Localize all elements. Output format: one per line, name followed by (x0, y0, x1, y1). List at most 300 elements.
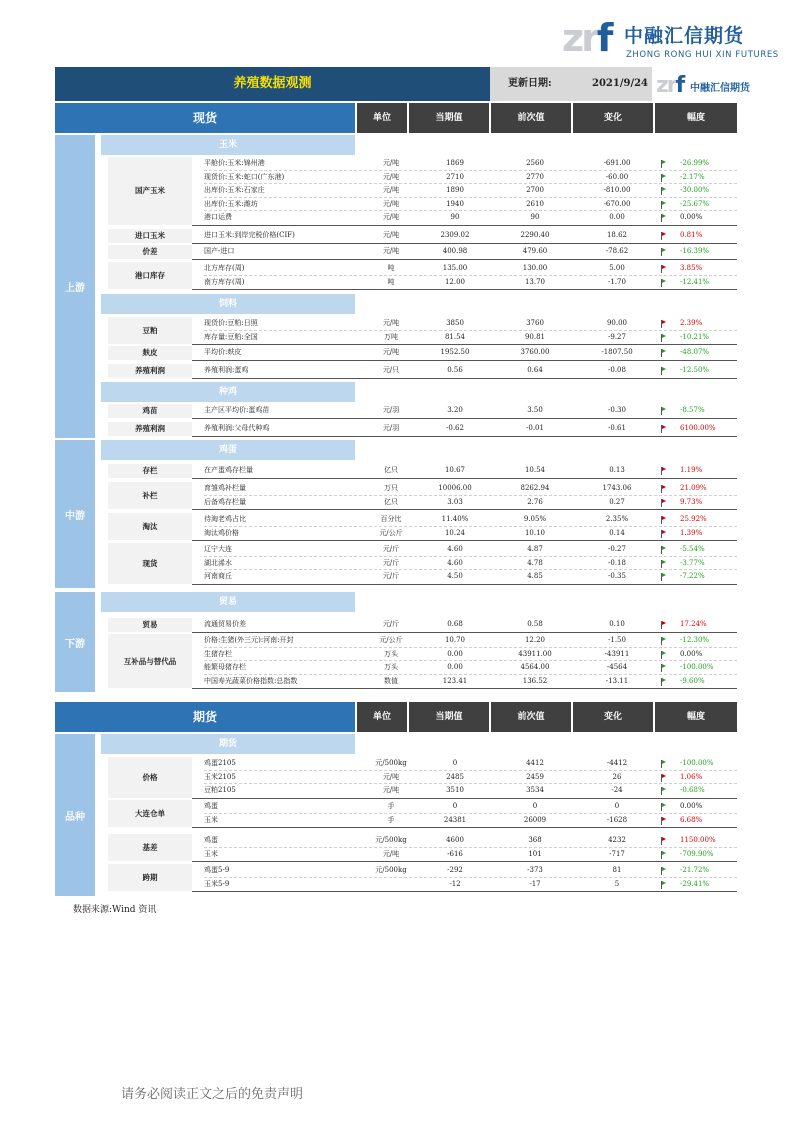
current-value: 123.41 (442, 676, 468, 685)
pct-value: 0.81% (680, 231, 703, 239)
table-row (204, 557, 737, 571)
group-label: 养殖利润 (108, 422, 192, 436)
change-value: 0.14 (609, 528, 625, 537)
flag-icon (661, 248, 666, 255)
table-row (204, 245, 737, 259)
pct-value: -10.21% (680, 332, 710, 341)
previous-value: 10.10 (524, 528, 546, 537)
flag-icon (661, 334, 666, 341)
pct-value: -3.77% (680, 558, 705, 567)
flag-icon (661, 201, 666, 208)
current-value: 1869 (446, 159, 464, 167)
col-previous: 前次值 (491, 103, 571, 133)
pct-value: -709.90% (680, 849, 714, 858)
group-label: 港口库存 (108, 262, 192, 289)
data-source: 数据来源:Wind 资讯 (73, 905, 157, 915)
group-label: 麸皮 (108, 346, 192, 360)
indicator-name: 进口玉米:到岸完税价格(CIF) (204, 231, 295, 239)
table-row (204, 317, 737, 331)
group-rows (192, 229, 737, 244)
table-row (204, 422, 737, 436)
indicator-name: 淘汰鸡价格 (204, 528, 239, 537)
pct-value: 1150.00% (680, 836, 716, 844)
change-value: -9.27 (608, 332, 626, 341)
flag-icon (661, 467, 666, 474)
pct-value: -2.17% (680, 172, 705, 181)
table-row (204, 757, 737, 771)
table-row (204, 648, 737, 662)
col-current: 当期值 (409, 103, 489, 133)
indicator-name: 玉米 (204, 815, 218, 824)
change-value: -43911 (604, 649, 630, 658)
current-value: 12.00 (444, 277, 466, 286)
previous-value: 479.60 (522, 247, 548, 255)
table-row (204, 814, 737, 828)
indicator-name: 生猪存栏 (204, 649, 232, 658)
previous-value: 3760 (526, 319, 544, 327)
band-corn: 玉米 (101, 135, 355, 155)
indicator-name: 鸡蛋 (204, 836, 218, 844)
table-row (204, 482, 737, 496)
pct-value: 1.19% (680, 466, 703, 474)
pct-value: 1.39% (680, 528, 703, 537)
flag-icon (661, 787, 666, 794)
current-value: 11.40% (441, 515, 469, 523)
flag-icon (661, 803, 666, 810)
pct-value: 0.00% (680, 649, 703, 658)
unit-cell: 元/斤 (382, 572, 400, 580)
pct-value: -12.50% (680, 366, 710, 374)
unit-cell: 手 (387, 815, 395, 824)
pct-value: -8.57% (680, 406, 705, 414)
flag-icon (661, 516, 666, 523)
flag-icon (661, 774, 666, 781)
current-value: 1890 (446, 186, 464, 194)
table-row (204, 864, 737, 878)
fut-col-current: 当期值 (409, 702, 489, 732)
pct-value: -12.41% (680, 277, 710, 286)
indicator-name: 河南商丘 (204, 572, 232, 580)
pct-value: 1.06% (680, 772, 703, 781)
current-value: 3.20 (447, 406, 463, 414)
unit-cell: 元/吨 (382, 172, 400, 181)
group-rows (192, 422, 737, 437)
table-row (204, 771, 737, 785)
indicator-name: 流通贸易价差 (204, 620, 246, 628)
fut-col-pct: 幅度 (655, 702, 737, 732)
flag-icon (661, 367, 666, 374)
change-value: 2.35% (605, 515, 629, 523)
table-row (204, 513, 737, 527)
company-logo (562, 16, 779, 64)
previous-value: 0 (532, 802, 538, 810)
current-value: -616 (447, 849, 463, 858)
group-rows (192, 364, 737, 379)
previous-value: -17 (529, 879, 541, 888)
table-row (204, 464, 737, 478)
group-label: 进口玉米 (108, 229, 192, 243)
current-value: 4.60 (447, 558, 463, 567)
change-value: 18.62 (606, 231, 628, 239)
previous-value: 4412 (526, 759, 544, 767)
table-row (204, 211, 737, 225)
previous-value: 4.87 (527, 545, 543, 553)
change-value: 0.10 (609, 620, 625, 628)
logo-mark: zrf (562, 16, 611, 60)
indicator-name: 平均价:麸皮 (204, 348, 242, 356)
table-row (204, 184, 737, 198)
change-value: 5 (614, 879, 620, 888)
flag-icon (661, 621, 666, 628)
indicator-name: 鸡蛋 (204, 802, 218, 810)
previous-value: 2459 (526, 772, 544, 781)
group-label: 跨期 (108, 864, 192, 891)
current-value: 135.00 (442, 264, 468, 272)
flag-icon (661, 560, 666, 567)
previous-value: 4.85 (527, 572, 543, 580)
unit-cell: 元/吨 (382, 213, 400, 221)
band-eggs: 鸡蛋 (101, 440, 355, 460)
previous-value: -0.01 (526, 424, 544, 432)
flag-icon (661, 187, 666, 194)
flag-icon (661, 546, 666, 553)
flag-icon (661, 174, 666, 181)
indicator-name: 在产蛋鸡存栏量 (204, 466, 253, 474)
flag-icon (661, 651, 666, 658)
indicator-name: 北方库存(周) (204, 264, 245, 272)
group-label: 鸡苗 (108, 404, 192, 418)
group-label: 互补品与替代品 (108, 634, 192, 688)
report-title: 养殖数据观测 (55, 67, 490, 101)
flag-icon (661, 851, 666, 858)
current-value: 3850 (446, 319, 464, 327)
band-breeding: 种鸡 (101, 382, 355, 402)
current-value: 4600 (446, 836, 464, 844)
table-row (204, 157, 737, 171)
flag-icon (661, 232, 666, 239)
change-value: -4564 (606, 663, 628, 671)
table-row (204, 527, 737, 541)
group-rows (192, 513, 737, 541)
col-pct: 幅度 (655, 103, 737, 133)
previous-value: 90 (530, 213, 540, 221)
group-rows (192, 757, 737, 799)
previous-value: 2610 (526, 199, 544, 208)
flag-icon (661, 881, 666, 888)
current-value: 0.68 (447, 620, 463, 628)
flag-icon (661, 664, 666, 671)
group-rows (192, 157, 737, 226)
current-value: 1940 (446, 199, 464, 208)
change-value: -0.61 (608, 424, 626, 432)
pct-value: -30.00% (680, 186, 710, 194)
table-row (204, 229, 737, 243)
change-value: 0 (614, 802, 620, 810)
unit-cell: 吨 (387, 264, 395, 272)
pct-value: 6.68% (680, 815, 703, 824)
indicator-name: 现货价:玉米:蛇口(广东港) (204, 172, 285, 181)
previous-value: 136.52 (522, 676, 548, 685)
previous-value: 3760.00 (520, 348, 550, 356)
unit-cell: 元/吨 (382, 319, 400, 327)
indicator-name: 湖北浠水 (204, 558, 232, 567)
table-row (204, 404, 737, 418)
unit-cell: 元/羽 (382, 424, 400, 432)
pct-value: 0.00% (680, 802, 703, 810)
flag-icon (661, 837, 666, 844)
previous-value: 0.58 (527, 620, 543, 628)
unit-cell: 元/吨 (382, 247, 400, 255)
unit-cell: 元/只 (382, 366, 400, 374)
change-value: -691.00 (603, 159, 631, 167)
group-rows (192, 464, 737, 479)
indicator-name: 价格:生猪(外三元):河南:开封 (204, 636, 294, 644)
group-rows (192, 800, 737, 828)
table-row (204, 834, 737, 848)
previous-value: 368 (528, 836, 542, 844)
indicator-name: 中国寿光蔬菜价格指数:总指数 (204, 676, 298, 685)
logo-name-cn: 中融汇信期货 (624, 25, 745, 47)
current-value: -0.62 (446, 424, 464, 432)
change-value: -4412 (606, 759, 628, 767)
group-rows (192, 482, 737, 510)
unit-cell: 元/吨 (382, 159, 400, 167)
table-row (204, 675, 737, 689)
table-row (204, 346, 737, 360)
col-unit: 单位 (357, 103, 407, 133)
table-row (204, 570, 737, 584)
pct-value: -26.99% (680, 159, 710, 167)
group-label: 贸易 (108, 618, 192, 632)
indicator-name: 主产区平均价:蛋鸡苗 (204, 406, 270, 414)
pct-value: -5.54% (680, 545, 705, 553)
group-rows (192, 317, 737, 345)
band-futures: 期货 (101, 734, 355, 754)
flag-icon (661, 407, 666, 414)
previous-value: 90.81 (524, 332, 546, 341)
previous-value: 0.64 (527, 366, 543, 374)
indicator-name: 辽宁大连 (204, 545, 232, 553)
change-value: 4232 (608, 836, 626, 844)
flag-icon (661, 637, 666, 644)
indicator-name: 后备鸡存栏量 (204, 497, 246, 506)
table-row (204, 276, 737, 290)
unit-cell: 元/吨 (382, 199, 400, 208)
pct-value: 6100.00% (680, 424, 716, 432)
spot-section-title: 现货 (55, 103, 355, 133)
previous-value: 26009 (523, 815, 547, 824)
change-value: 1743.06 (602, 484, 632, 492)
table-row (204, 634, 737, 648)
unit-cell: 元/公斤 (379, 636, 403, 644)
unit-cell: 元/吨 (382, 786, 400, 794)
pct-value: -7.22% (680, 572, 705, 580)
previous-value: 130.00 (522, 264, 548, 272)
pct-value: -9.60% (680, 676, 705, 685)
unit-cell: 元/500kg (375, 759, 407, 767)
indicator-name: 待淘老鸡占比 (204, 515, 246, 523)
unit-cell: 元/羽 (382, 406, 400, 414)
group-label: 养殖利润 (108, 364, 192, 378)
update-date-label: 更新日期: (508, 78, 552, 89)
change-value: 26 (612, 772, 622, 781)
pct-value: 25.92% (680, 515, 707, 523)
indicator-name: 库存量:豆粕:全国 (204, 332, 258, 341)
pct-value: -25.67% (680, 199, 710, 208)
group-label: 现货 (108, 543, 192, 584)
current-value: 0 (452, 802, 458, 810)
current-value: 2485 (446, 772, 464, 781)
indicator-name: 港口运费 (204, 213, 232, 221)
pct-value: -0.68% (680, 786, 705, 794)
indicator-name: 玉米2105 (204, 772, 236, 781)
table-row (204, 618, 737, 632)
indicator-name: 玉米5-9 (204, 879, 230, 888)
indicator-name: 鸡蛋2105 (204, 759, 236, 767)
small-logo: zrf 中融汇信期货 (652, 67, 738, 101)
pct-value: -21.72% (680, 866, 710, 874)
indicator-name: 育雏鸡补栏量 (204, 484, 246, 492)
stage-varieties: 品种 (55, 734, 95, 896)
current-value: 3.03 (447, 497, 463, 506)
pct-value: -29.41% (680, 879, 710, 888)
table-row (204, 262, 737, 276)
flag-icon (661, 279, 666, 286)
change-value: -810.00 (603, 186, 631, 194)
change-value: -0.27 (608, 545, 626, 553)
previous-value: 13.70 (524, 277, 546, 286)
group-rows (192, 618, 737, 633)
group-label: 存栏 (108, 464, 192, 478)
indicator-name: 能繁母猪存栏 (204, 663, 246, 671)
group-rows (192, 864, 737, 892)
group-label: 价格 (108, 757, 192, 798)
unit-cell: 元/公斤 (379, 528, 403, 537)
pct-value: -100.00% (680, 663, 714, 671)
table-row (204, 848, 737, 862)
unit-cell: 万头 (384, 649, 398, 658)
band-feed: 饲料 (101, 294, 355, 314)
unit-cell: 元/斤 (382, 545, 400, 553)
current-value: -12 (449, 879, 461, 888)
change-value: 0.13 (609, 466, 625, 474)
flag-icon (661, 760, 666, 767)
table-row (204, 171, 737, 185)
current-value: 4.60 (447, 545, 463, 553)
flag-icon (661, 485, 666, 492)
indicator-name: 豆粕2105 (204, 786, 236, 794)
indicator-name: 平舱价:玉米:锦州港 (204, 159, 265, 167)
table-row (204, 661, 737, 675)
group-rows (192, 262, 737, 290)
change-value: -0.08 (608, 366, 626, 374)
pct-value: 21.09% (680, 484, 707, 492)
group-label: 价差 (108, 245, 192, 259)
current-value: 81.54 (444, 332, 466, 341)
stage-downstream: 下游 (55, 592, 95, 692)
indicator-name: 鸡蛋5-9 (204, 866, 230, 874)
unit-cell: 亿只 (384, 497, 398, 506)
group-label: 豆粕 (108, 317, 192, 344)
current-value: 90 (450, 213, 460, 221)
unit-cell: 万只 (384, 484, 398, 492)
unit-cell: 万吨 (384, 332, 398, 341)
current-value: 0.56 (447, 366, 463, 374)
flag-icon (661, 530, 666, 537)
change-value: -0.35 (608, 572, 626, 580)
unit-cell: 元/吨 (382, 348, 400, 356)
stage-midstream: 中游 (55, 440, 95, 588)
indicator-name: 养殖利润:蛋鸡 (204, 366, 249, 374)
pct-value: -16.39% (680, 247, 710, 255)
fut-col-change: 变化 (573, 702, 653, 732)
group-label: 淘汰 (108, 513, 192, 540)
disclaimer-link[interactable]: 请务必阅读正文之后的免责声明 (121, 1087, 304, 1102)
change-value: 0.00 (609, 213, 625, 221)
band-trade: 贸易 (101, 592, 355, 612)
group-rows (192, 245, 737, 260)
change-value: -1.50 (608, 636, 626, 644)
indicator-name: 南方库存(周) (204, 277, 245, 286)
logo-name-en: ZHONG RONG HUI XIN FUTURES (626, 50, 779, 60)
unit-cell: 手 (387, 802, 395, 810)
change-value: 0.27 (609, 497, 625, 506)
previous-value: 3.50 (527, 406, 543, 414)
previous-value: 2770 (526, 172, 544, 181)
unit-cell: 万头 (384, 663, 398, 671)
table-row (204, 331, 737, 345)
current-value: 24381 (443, 815, 467, 824)
flag-icon (661, 867, 666, 874)
unit-cell: 元/吨 (382, 772, 400, 781)
indicator-name: 玉米 (204, 849, 218, 858)
table-row (204, 543, 737, 557)
indicator-name: 国产-进口 (204, 247, 235, 255)
change-value: -1628 (606, 815, 628, 824)
fut-col-unit: 单位 (357, 702, 407, 732)
previous-value: 10.54 (524, 466, 546, 474)
unit-cell: 元/吨 (382, 849, 400, 858)
group-label: 基差 (108, 834, 192, 861)
change-value: 81 (612, 866, 622, 874)
change-value: -0.18 (608, 558, 626, 567)
flag-icon (661, 214, 666, 221)
group-label: 国产玉米 (108, 157, 192, 225)
previous-value: 43911.00 (518, 649, 552, 658)
change-value: -78.62 (605, 247, 629, 255)
unit-cell: 元/斤 (382, 620, 400, 628)
flag-icon (661, 573, 666, 580)
indicator-name: 出库价:玉米:石家庄 (204, 186, 265, 194)
stage-upstream: 上游 (55, 135, 95, 438)
pct-value: 9.73% (680, 497, 703, 506)
change-value: -60.00 (605, 172, 629, 181)
indicator-name: 现货价:豆粕:日照 (204, 319, 258, 327)
table-row (204, 198, 737, 212)
current-value: 1952.50 (440, 348, 470, 356)
previous-value: 9.05% (523, 515, 547, 523)
change-value: 5.00 (609, 264, 625, 272)
update-date-box (490, 67, 652, 101)
pct-value: -100.00% (680, 759, 714, 767)
flag-icon (661, 160, 666, 167)
current-value: 10.67 (444, 466, 466, 474)
flag-icon (661, 425, 666, 432)
table-row (204, 784, 737, 798)
current-value: 3510 (446, 786, 464, 794)
group-rows (192, 834, 737, 862)
flag-icon (661, 678, 666, 685)
